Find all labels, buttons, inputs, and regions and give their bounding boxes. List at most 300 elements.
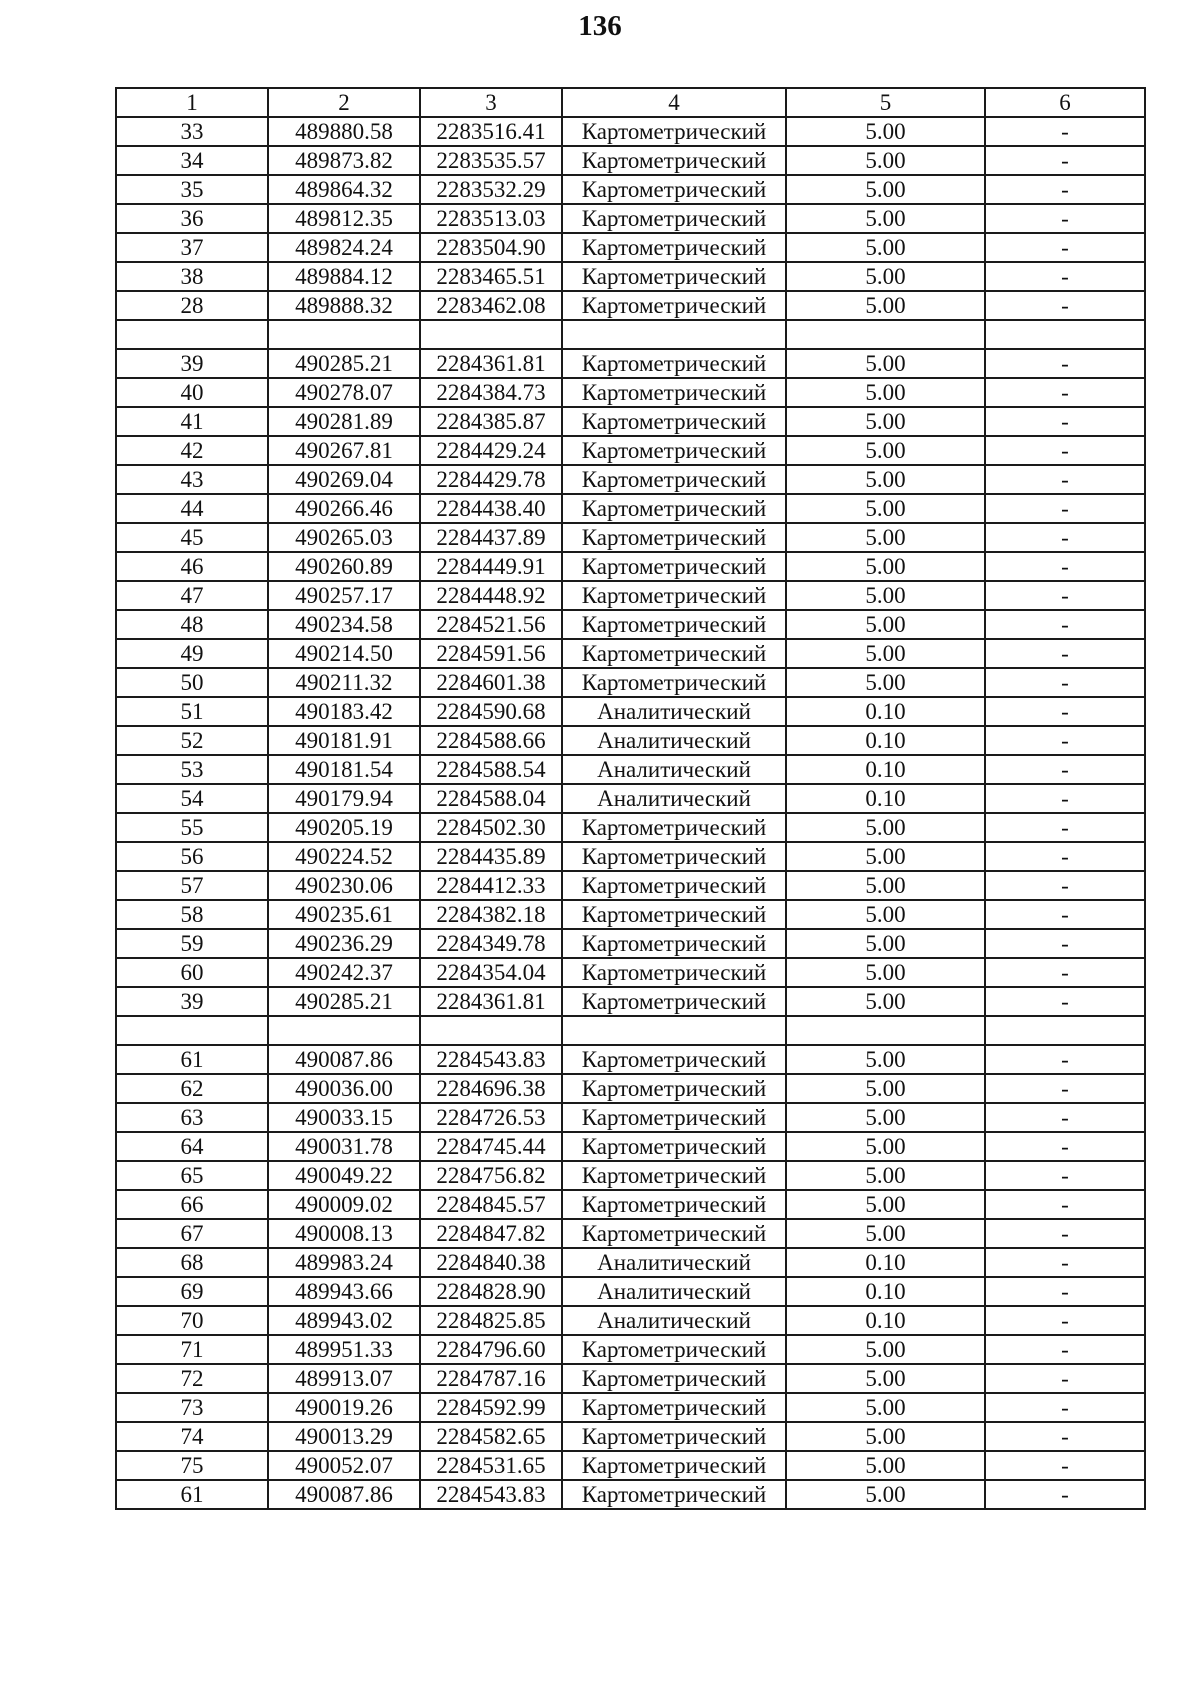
table-row [116,1451,1145,1480]
accuracy-cell: 5.00 [786,436,985,465]
note-cell: - [985,1480,1145,1509]
y-coordinate-cell: 2284726.53 [420,1103,562,1132]
accuracy-cell: 5.00 [786,378,985,407]
note-cell [985,320,1145,349]
x-coordinate-cell: 489943.66 [268,1277,420,1306]
x-coordinate-cell: 490183.42 [268,697,420,726]
header-cell-4: 4 [562,88,786,117]
method-cell: Картометрический [562,1190,786,1219]
point-number-cell: 43 [116,465,268,494]
method-cell: Картометрический [562,581,786,610]
note-cell: - [985,813,1145,842]
x-coordinate-cell: 489888.32 [268,291,420,320]
table-row [116,1364,1145,1393]
x-coordinate-cell: 490278.07 [268,378,420,407]
note-cell: - [985,494,1145,523]
accuracy-cell: 5.00 [786,407,985,436]
point-number-cell: 41 [116,407,268,436]
note-cell: - [985,378,1145,407]
method-cell: Картометрический [562,523,786,552]
note-cell: - [985,639,1145,668]
y-coordinate-cell: 2284384.73 [420,378,562,407]
note-cell: - [985,610,1145,639]
accuracy-cell: 5.00 [786,349,985,378]
y-coordinate-cell: 2284591.56 [420,639,562,668]
point-number-cell: 34 [116,146,268,175]
table-row [116,755,1145,784]
table-row [116,349,1145,378]
x-coordinate-cell: 490281.89 [268,407,420,436]
accuracy-cell: 5.00 [786,1132,985,1161]
y-coordinate-cell: 2284543.83 [420,1045,562,1074]
note-cell: - [985,349,1145,378]
note-cell: - [985,1219,1145,1248]
x-coordinate-cell: 489884.12 [268,262,420,291]
y-coordinate-cell: 2284521.56 [420,610,562,639]
point-number-cell: 53 [116,755,268,784]
point-number-cell: 55 [116,813,268,842]
table-row [116,987,1145,1016]
header-cell-6: 6 [985,88,1145,117]
method-cell: Аналитический [562,1306,786,1335]
method-cell: Картометрический [562,813,786,842]
y-coordinate-cell: 2283465.51 [420,262,562,291]
accuracy-cell: 0.10 [786,1306,985,1335]
point-number-cell: 39 [116,987,268,1016]
table-row [116,146,1145,175]
x-coordinate-cell: 490265.03 [268,523,420,552]
note-cell: - [985,581,1145,610]
table-row [116,958,1145,987]
method-cell: Картометрический [562,1161,786,1190]
x-coordinate-cell: 490242.37 [268,958,420,987]
y-coordinate-cell: 2284382.18 [420,900,562,929]
point-number-cell: 73 [116,1393,268,1422]
accuracy-cell: 0.10 [786,755,985,784]
method-cell: Картометрический [562,552,786,581]
accuracy-cell: 5.00 [786,1480,985,1509]
accuracy-cell: 5.00 [786,1161,985,1190]
y-coordinate-cell: 2284840.38 [420,1248,562,1277]
x-coordinate-cell: 489913.07 [268,1364,420,1393]
point-number-cell: 50 [116,668,268,697]
x-coordinate-cell: 489824.24 [268,233,420,262]
accuracy-cell: 0.10 [786,726,985,755]
table-row [116,1248,1145,1277]
method-cell: Картометрический [562,900,786,929]
method-cell: Картометрический [562,175,786,204]
method-cell: Картометрический [562,465,786,494]
note-cell: - [985,1045,1145,1074]
table-row [116,610,1145,639]
table-row [116,1277,1145,1306]
method-cell: Аналитический [562,1277,786,1306]
accuracy-cell: 0.10 [786,697,985,726]
note-cell: - [985,262,1145,291]
accuracy-cell: 0.10 [786,1248,985,1277]
x-coordinate-cell: 490257.17 [268,581,420,610]
point-number-cell [116,1016,268,1045]
method-cell: Аналитический [562,726,786,755]
accuracy-cell: 5.00 [786,987,985,1016]
table-row [116,1074,1145,1103]
table-row [116,407,1145,436]
y-coordinate-cell: 2283513.03 [420,204,562,233]
point-number-cell: 72 [116,1364,268,1393]
y-coordinate-cell: 2284582.65 [420,1422,562,1451]
accuracy-cell: 5.00 [786,1190,985,1219]
header-cell-5: 5 [786,88,985,117]
method-cell: Картометрический [562,146,786,175]
accuracy-cell: 5.00 [786,204,985,233]
x-coordinate-cell: 490236.29 [268,929,420,958]
y-coordinate-cell: 2284590.68 [420,697,562,726]
point-number-cell: 37 [116,233,268,262]
accuracy-cell: 5.00 [786,1451,985,1480]
note-cell: - [985,1248,1145,1277]
table-row [116,1161,1145,1190]
method-cell: Картометрический [562,639,786,668]
note-cell: - [985,1306,1145,1335]
x-coordinate-cell: 490181.54 [268,755,420,784]
accuracy-cell: 0.10 [786,784,985,813]
note-cell: - [985,697,1145,726]
x-coordinate-cell: 490266.46 [268,494,420,523]
table-row [116,1393,1145,1422]
point-number-cell: 61 [116,1480,268,1509]
accuracy-cell: 5.00 [786,291,985,320]
method-cell: Аналитический [562,1248,786,1277]
accuracy-cell: 0.10 [786,1277,985,1306]
table-row [116,1219,1145,1248]
point-number-cell: 68 [116,1248,268,1277]
table-row [116,1132,1145,1161]
y-coordinate-cell: 2283504.90 [420,233,562,262]
method-cell: Картометрический [562,233,786,262]
note-cell: - [985,726,1145,755]
point-number-cell: 65 [116,1161,268,1190]
note-cell: - [985,436,1145,465]
x-coordinate-cell: 490033.15 [268,1103,420,1132]
table-row [116,1190,1145,1219]
method-cell: Картометрический [562,1451,786,1480]
method-cell: Картометрический [562,842,786,871]
x-coordinate-cell: 489943.02 [268,1306,420,1335]
note-cell: - [985,204,1145,233]
y-coordinate-cell: 2284385.87 [420,407,562,436]
note-cell: - [985,755,1145,784]
y-coordinate-cell [420,320,562,349]
y-coordinate-cell: 2284349.78 [420,929,562,958]
note-cell: - [985,1393,1145,1422]
point-number-cell: 70 [116,1306,268,1335]
header-cell-2: 2 [268,88,420,117]
accuracy-cell: 5.00 [786,871,985,900]
accuracy-cell [786,1016,985,1045]
x-coordinate-cell [268,320,420,349]
y-coordinate-cell [420,1016,562,1045]
table-row [116,1306,1145,1335]
y-coordinate-cell: 2284448.92 [420,581,562,610]
note-cell: - [985,407,1145,436]
method-cell: Картометрический [562,262,786,291]
point-number-cell: 75 [116,1451,268,1480]
table-row [116,726,1145,755]
accuracy-cell: 5.00 [786,668,985,697]
table-row [116,117,1145,146]
x-coordinate-cell: 490235.61 [268,900,420,929]
point-number-cell: 60 [116,958,268,987]
point-number-cell: 64 [116,1132,268,1161]
method-cell: Картометрический [562,436,786,465]
note-cell: - [985,958,1145,987]
note-cell: - [985,291,1145,320]
y-coordinate-cell: 2284796.60 [420,1335,562,1364]
y-coordinate-cell: 2284756.82 [420,1161,562,1190]
note-cell: - [985,1422,1145,1451]
page-number: 136 [578,10,622,42]
y-coordinate-cell: 2283535.57 [420,146,562,175]
point-number-cell: 36 [116,204,268,233]
y-coordinate-cell: 2284592.99 [420,1393,562,1422]
table-row [116,668,1145,697]
point-number-cell: 47 [116,581,268,610]
note-cell: - [985,233,1145,262]
y-coordinate-cell: 2284696.38 [420,1074,562,1103]
table-row [116,639,1145,668]
x-coordinate-cell: 490049.22 [268,1161,420,1190]
point-number-cell: 56 [116,842,268,871]
x-coordinate-cell: 490205.19 [268,813,420,842]
table-row [116,1422,1145,1451]
accuracy-cell: 5.00 [786,1422,985,1451]
note-cell: - [985,1074,1145,1103]
table-row [116,204,1145,233]
method-cell: Картометрический [562,1132,786,1161]
y-coordinate-cell: 2283516.41 [420,117,562,146]
method-cell: Картометрический [562,871,786,900]
point-number-cell: 49 [116,639,268,668]
x-coordinate-cell: 490019.26 [268,1393,420,1422]
table-row [116,697,1145,726]
point-number-cell: 46 [116,552,268,581]
y-coordinate-cell: 2283532.29 [420,175,562,204]
x-coordinate-cell: 490230.06 [268,871,420,900]
y-coordinate-cell: 2284588.66 [420,726,562,755]
accuracy-cell: 5.00 [786,1393,985,1422]
header-cell-3: 3 [420,88,562,117]
method-cell: Картометрический [562,610,786,639]
point-number-cell: 51 [116,697,268,726]
table-row [116,320,1145,349]
note-cell: - [985,1277,1145,1306]
table-row [116,784,1145,813]
y-coordinate-cell: 2284847.82 [420,1219,562,1248]
accuracy-cell: 5.00 [786,233,985,262]
note-cell: - [985,1190,1145,1219]
point-number-cell: 58 [116,900,268,929]
note-cell: - [985,871,1145,900]
accuracy-cell: 5.00 [786,117,985,146]
table-row [116,1335,1145,1364]
note-cell: - [985,929,1145,958]
accuracy-cell: 5.00 [786,552,985,581]
note-cell: - [985,842,1145,871]
point-number-cell: 69 [116,1277,268,1306]
x-coordinate-cell: 490285.21 [268,987,420,1016]
table-row [116,552,1145,581]
point-number-cell: 74 [116,1422,268,1451]
y-coordinate-cell: 2284543.83 [420,1480,562,1509]
method-cell [562,1016,786,1045]
note-cell: - [985,552,1145,581]
note-cell: - [985,1103,1145,1132]
accuracy-cell: 5.00 [786,813,985,842]
table-row [116,262,1145,291]
accuracy-cell: 5.00 [786,639,985,668]
table-row [116,929,1145,958]
header-cell-1: 1 [116,88,268,117]
y-coordinate-cell: 2284502.30 [420,813,562,842]
method-cell: Картометрический [562,494,786,523]
point-number-cell: 35 [116,175,268,204]
accuracy-cell: 5.00 [786,262,985,291]
y-coordinate-cell: 2284449.91 [420,552,562,581]
note-cell: - [985,465,1145,494]
x-coordinate-cell: 490052.07 [268,1451,420,1480]
method-cell: Картометрический [562,349,786,378]
table-row [116,523,1145,552]
method-cell: Картометрический [562,958,786,987]
note-cell: - [985,175,1145,204]
point-number-cell: 57 [116,871,268,900]
x-coordinate-cell [268,1016,420,1045]
method-cell: Аналитический [562,784,786,813]
point-number-cell: 59 [116,929,268,958]
method-cell: Картометрический [562,668,786,697]
table-row [116,842,1145,871]
method-cell: Картометрический [562,1393,786,1422]
table-row [116,465,1145,494]
method-cell: Картометрический [562,1422,786,1451]
table-row [116,1045,1145,1074]
accuracy-cell: 5.00 [786,175,985,204]
point-number-cell: 38 [116,262,268,291]
accuracy-cell: 5.00 [786,958,985,987]
x-coordinate-cell: 489812.35 [268,204,420,233]
method-cell: Картометрический [562,1364,786,1393]
note-cell: - [985,1451,1145,1480]
method-cell: Картометрический [562,291,786,320]
method-cell: Картометрический [562,1103,786,1132]
point-number-cell: 39 [116,349,268,378]
x-coordinate-cell: 490009.02 [268,1190,420,1219]
x-coordinate-cell: 490087.86 [268,1045,420,1074]
x-coordinate-cell: 490224.52 [268,842,420,871]
y-coordinate-cell: 2284361.81 [420,349,562,378]
point-number-cell: 28 [116,291,268,320]
x-coordinate-cell: 490087.86 [268,1480,420,1509]
y-coordinate-cell: 2283462.08 [420,291,562,320]
accuracy-cell: 5.00 [786,900,985,929]
x-coordinate-cell: 489983.24 [268,1248,420,1277]
table-row [116,900,1145,929]
accuracy-cell: 5.00 [786,465,985,494]
table-row [116,581,1145,610]
point-number-cell: 54 [116,784,268,813]
table-row [116,378,1145,407]
accuracy-cell: 5.00 [786,1364,985,1393]
table-row [116,813,1145,842]
note-cell: - [985,668,1145,697]
method-cell: Картометрический [562,407,786,436]
table-header-row [116,88,1145,117]
note-cell: - [985,987,1145,1016]
table-row [116,436,1145,465]
accuracy-cell: 5.00 [786,610,985,639]
note-cell [985,1016,1145,1045]
accuracy-cell: 5.00 [786,1335,985,1364]
method-cell: Картометрический [562,204,786,233]
accuracy-cell: 5.00 [786,1219,985,1248]
accuracy-cell: 5.00 [786,1074,985,1103]
method-cell: Картометрический [562,1045,786,1074]
y-coordinate-cell: 2284601.38 [420,668,562,697]
table-row [116,1016,1145,1045]
table-row [116,291,1145,320]
point-number-cell: 71 [116,1335,268,1364]
x-coordinate-cell: 490214.50 [268,639,420,668]
point-number-cell: 66 [116,1190,268,1219]
method-cell: Картометрический [562,929,786,958]
note-cell: - [985,1161,1145,1190]
point-number-cell: 48 [116,610,268,639]
x-coordinate-cell: 489880.58 [268,117,420,146]
table-row [116,175,1145,204]
y-coordinate-cell: 2284845.57 [420,1190,562,1219]
x-coordinate-cell: 490179.94 [268,784,420,813]
table-row [116,871,1145,900]
x-coordinate-cell: 490031.78 [268,1132,420,1161]
x-coordinate-cell: 490013.29 [268,1422,420,1451]
y-coordinate-cell: 2284825.85 [420,1306,562,1335]
method-cell: Картометрический [562,1480,786,1509]
x-coordinate-cell: 490036.00 [268,1074,420,1103]
point-number-cell [116,320,268,349]
note-cell: - [985,523,1145,552]
accuracy-cell: 5.00 [786,494,985,523]
note-cell: - [985,1335,1145,1364]
note-cell: - [985,900,1145,929]
note-cell: - [985,117,1145,146]
x-coordinate-cell: 490269.04 [268,465,420,494]
point-number-cell: 63 [116,1103,268,1132]
table-row [116,1480,1145,1509]
x-coordinate-cell: 489873.82 [268,146,420,175]
note-cell: - [985,784,1145,813]
x-coordinate-cell: 490267.81 [268,436,420,465]
method-cell [562,320,786,349]
point-number-cell: 62 [116,1074,268,1103]
method-cell: Аналитический [562,697,786,726]
x-coordinate-cell: 490211.32 [268,668,420,697]
point-number-cell: 52 [116,726,268,755]
y-coordinate-cell: 2284531.65 [420,1451,562,1480]
accuracy-cell: 5.00 [786,581,985,610]
point-number-cell: 61 [116,1045,268,1074]
point-number-cell: 67 [116,1219,268,1248]
y-coordinate-cell: 2284354.04 [420,958,562,987]
